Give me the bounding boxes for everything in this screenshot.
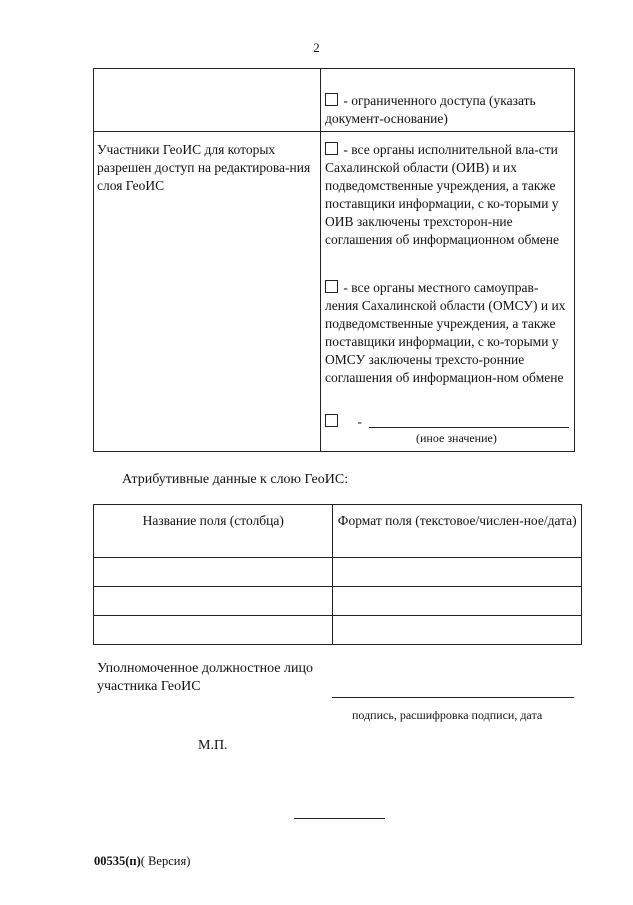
table-cell[interactable] [333, 587, 582, 616]
checkbox-restricted[interactable] [325, 93, 338, 106]
restricted-access-option [325, 92, 571, 128]
omsu-option-text: - все органы местного самоуправ-ления Сахалинской области (ОМСУ) и их подведомственные учреждения, а также поставщики информации, с ко-торыми у ОМСУ заключены трехсто-ронние соглашения об информацион-ном обмене [325, 280, 566, 385]
stamp-label: М.П. [198, 738, 228, 753]
col-header-field-name: Название поля (столбца) [94, 505, 333, 558]
checkbox-omsu[interactable] [325, 280, 338, 293]
checkbox-oiv[interactable] [325, 142, 338, 155]
footer-code-version: ( Версия) [140, 854, 191, 868]
other-value-field[interactable] [369, 415, 569, 428]
table-cell[interactable] [94, 558, 333, 587]
oiv-option [325, 141, 571, 249]
participants-label: Участники ГеоИС для которых разрешен доступ на редактирова-ния слоя ГеоИС [97, 142, 311, 193]
signature-caption: подпись, расшифровка подписи, дата [352, 708, 543, 722]
table-cell[interactable] [333, 558, 582, 587]
row-divider [94, 131, 574, 132]
signature-line[interactable] [332, 697, 574, 698]
access-table [93, 68, 575, 452]
table-cell[interactable] [94, 616, 333, 645]
attributes-title: Атрибутивные данные к слою ГеоИС: [122, 472, 349, 487]
table-row [94, 616, 582, 645]
checkbox-other[interactable] [325, 414, 338, 427]
page-number: 2 [313, 40, 320, 55]
footer-code [94, 852, 190, 870]
col-header-field-format: Формат поля (текстовое/числен-ное/дата) [333, 505, 582, 558]
column-divider [320, 69, 321, 451]
table-row [94, 558, 582, 587]
table-cell[interactable] [94, 587, 333, 616]
other-option-dash: - [357, 414, 362, 429]
authorized-official-label: Уполномоченное должностное лицо участника ГеоИС [97, 661, 313, 694]
oiv-option-text: - все органы исполнительной вла-сти Сахалинской области (ОИВ) и их подведомственные учреждения, а также поставщики информации, с ко-торыми у ОИВ заключены трехсторон-ние соглашения об информационном обмене [325, 142, 559, 247]
table-row [94, 587, 582, 616]
table-header-row [94, 505, 582, 558]
attributes-table [93, 504, 582, 645]
table-cell[interactable] [333, 616, 582, 645]
restricted-access-text: - ограниченного доступа (указать документ-основание) [325, 93, 536, 126]
divider-rule [294, 818, 385, 819]
omsu-option [325, 279, 571, 387]
other-value-caption: (иное значение) [416, 431, 497, 445]
footer-code-number: 00535(п) [94, 854, 141, 868]
